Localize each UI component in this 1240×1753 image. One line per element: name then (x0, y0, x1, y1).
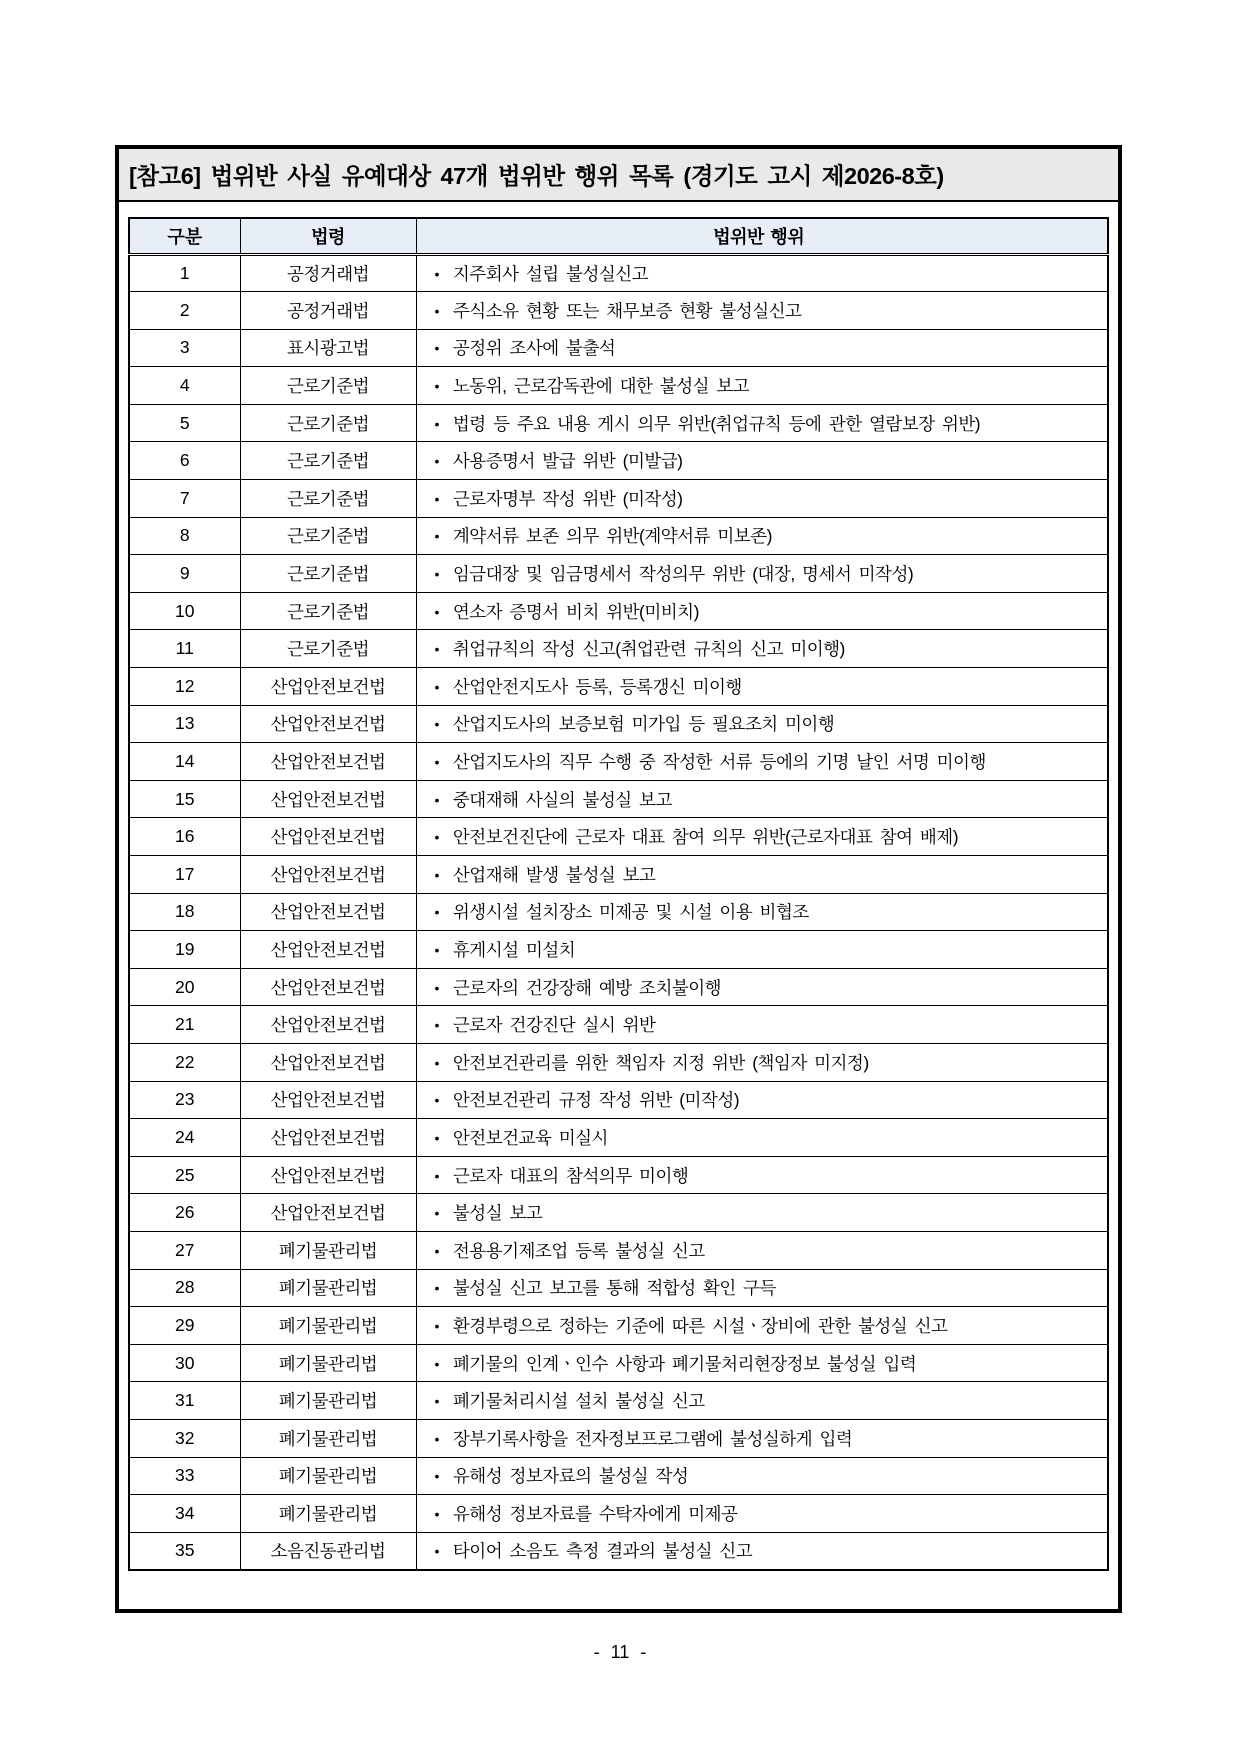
law-name-cell: 산업안전보건법 (240, 1081, 416, 1119)
bullet-icon: • (434, 490, 439, 507)
violation-act-text: 임금대장 및 임금명세서 작성의무 위반 (대장, 명세서 미작성) (452, 564, 914, 585)
bullet-icon: • (434, 378, 439, 395)
law-name-cell: 산업안전보건법 (240, 668, 416, 706)
law-name-cell: 산업안전보건법 (240, 818, 416, 856)
row-number-cell: 28 (129, 1269, 240, 1307)
bullet-icon: • (434, 1393, 439, 1410)
violation-act-text: 근로자의 건강장해 예방 조치불이행 (452, 977, 722, 998)
law-name-cell: 산업안전보건법 (240, 968, 416, 1006)
law-name-cell: 산업안전보건법 (240, 1194, 416, 1232)
row-number-cell: 22 (129, 1043, 240, 1081)
table-row (129, 1231, 1108, 1269)
table-row (129, 668, 1108, 706)
law-name-cell: 산업안전보건법 (240, 856, 416, 894)
law-name-cell: 산업안전보건법 (240, 1043, 416, 1081)
violation-act-cell (416, 1307, 1108, 1345)
header-cell-number: 구분 (129, 218, 240, 254)
bullet-icon: • (434, 1505, 439, 1522)
violation-table (128, 217, 1109, 1571)
violation-act-text: 산업재해 발생 불성실 보고 (452, 864, 656, 885)
row-number-cell: 33 (129, 1457, 240, 1495)
violation-act-text: 근로자명부 작성 위반 (미작성) (452, 488, 683, 509)
row-number-cell: 17 (129, 856, 240, 894)
row-number-cell: 9 (129, 555, 240, 593)
violation-act-text: 불성실 신고 보고를 통해 적합성 확인 구득 (452, 1278, 776, 1299)
violation-act-text: 계약서류 보존 의무 위반(계약서류 미보존) (452, 526, 772, 547)
bullet-icon: • (434, 302, 439, 319)
bullet-icon: • (434, 265, 439, 282)
violation-act-cell (416, 404, 1108, 442)
violation-act-cell (416, 1457, 1108, 1495)
header-cell-law: 법령 (240, 218, 416, 254)
table-row (129, 329, 1108, 367)
table-row (129, 1307, 1108, 1345)
bullet-icon: • (434, 1468, 439, 1485)
violation-act-text: 근로자 건강진단 실시 위반 (452, 1015, 656, 1036)
violation-act-cell (416, 1382, 1108, 1420)
table-row (129, 1119, 1108, 1157)
violation-act-cell (416, 743, 1108, 781)
violation-act-cell (416, 254, 1108, 292)
row-number-cell: 26 (129, 1194, 240, 1232)
row-number-cell: 24 (129, 1119, 240, 1157)
bullet-icon: • (434, 1280, 439, 1297)
law-name-cell: 폐기물관리법 (240, 1495, 416, 1533)
row-number-cell: 12 (129, 668, 240, 706)
table-row (129, 1043, 1108, 1081)
row-number-cell: 25 (129, 1156, 240, 1194)
bullet-icon: • (434, 528, 439, 545)
violation-act-text: 안전보건교육 미실시 (452, 1127, 608, 1148)
row-number-cell: 15 (129, 780, 240, 818)
table-row (129, 1495, 1108, 1533)
violation-act-text: 산업안전지도사 등록, 등록갱신 미이행 (452, 676, 742, 697)
bullet-icon: • (434, 866, 439, 883)
violation-act-cell (416, 1043, 1108, 1081)
violation-act-cell (416, 1231, 1108, 1269)
violation-act-cell (416, 367, 1108, 405)
bullet-icon: • (434, 340, 439, 357)
table-row (129, 1419, 1108, 1457)
law-name-cell: 근로기준법 (240, 404, 416, 442)
bullet-icon: • (434, 1355, 439, 1372)
row-number-cell: 20 (129, 968, 240, 1006)
bullet-icon: • (434, 1430, 439, 1447)
violation-act-text: 사용증명서 발급 위반 (미발급) (452, 451, 683, 472)
row-number-cell: 1 (129, 254, 240, 292)
bullet-icon: • (434, 754, 439, 771)
violation-act-text: 안전보건관리를 위한 책임자 지정 위반 (책임자 미지정) (452, 1052, 869, 1073)
table-row (129, 630, 1108, 668)
row-number-cell: 4 (129, 367, 240, 405)
law-name-cell: 표시광고법 (240, 329, 416, 367)
violation-table-body (129, 254, 1108, 1570)
law-name-cell: 산업안전보건법 (240, 705, 416, 743)
law-name-cell: 근로기준법 (240, 517, 416, 555)
violation-act-cell (416, 442, 1108, 480)
violation-act-text: 공정위 조사에 불출석 (452, 338, 616, 359)
table-row (129, 1382, 1108, 1420)
law-name-cell: 폐기물관리법 (240, 1307, 416, 1345)
violation-act-cell (416, 1156, 1108, 1194)
table-row (129, 292, 1108, 330)
table-row (129, 705, 1108, 743)
bullet-icon: • (434, 1242, 439, 1259)
violation-act-cell (416, 968, 1108, 1006)
law-name-cell: 폐기물관리법 (240, 1382, 416, 1420)
law-name-cell: 소음진동관리법 (240, 1532, 416, 1570)
violation-act-text: 환경부령으로 정하는 기준에 따른 시설ㆍ장비에 관한 불성실 신고 (452, 1315, 948, 1336)
violation-act-text: 안전보건진단에 근로자 대표 참여 의무 위반(근로자대표 참여 배제) (452, 827, 959, 848)
row-number-cell: 8 (129, 517, 240, 555)
law-name-cell: 근로기준법 (240, 630, 416, 668)
violation-act-cell (416, 1269, 1108, 1307)
law-name-cell: 근로기준법 (240, 367, 416, 405)
violation-act-cell (416, 329, 1108, 367)
violation-act-text: 근로자 대표의 참석의무 미이행 (452, 1165, 689, 1186)
violation-act-cell (416, 1495, 1108, 1533)
violation-act-cell (416, 780, 1108, 818)
row-number-cell: 21 (129, 1006, 240, 1044)
table-row (129, 931, 1108, 969)
violation-act-cell (416, 1119, 1108, 1157)
row-number-cell: 30 (129, 1344, 240, 1382)
law-name-cell: 폐기물관리법 (240, 1231, 416, 1269)
bullet-icon: • (434, 1017, 439, 1034)
law-name-cell: 산업안전보건법 (240, 780, 416, 818)
law-name-cell: 산업안전보건법 (240, 1006, 416, 1044)
law-name-cell: 근로기준법 (240, 480, 416, 518)
violation-act-text: 중대재해 사실의 불성실 보고 (452, 789, 672, 810)
row-number-cell: 10 (129, 592, 240, 630)
table-row (129, 818, 1108, 856)
bullet-icon: • (434, 1205, 439, 1222)
table-row (129, 893, 1108, 931)
violation-act-text: 유해성 정보자료를 수탁자에게 미제공 (452, 1503, 738, 1524)
bullet-icon: • (434, 1092, 439, 1109)
bullet-icon: • (434, 1129, 439, 1146)
violation-act-cell (416, 1419, 1108, 1457)
violation-act-text: 타이어 소음도 측정 결과의 불성실 신고 (452, 1541, 753, 1562)
table-row (129, 1006, 1108, 1044)
table-row (129, 1532, 1108, 1570)
violation-act-cell (416, 856, 1108, 894)
violation-table-header (129, 218, 1108, 254)
table-row (129, 1194, 1108, 1232)
bullet-icon: • (434, 603, 439, 620)
law-name-cell: 폐기물관리법 (240, 1457, 416, 1495)
law-name-cell: 폐기물관리법 (240, 1344, 416, 1382)
table-row (129, 517, 1108, 555)
violation-act-text: 유해성 정보자료의 불성실 작성 (452, 1466, 689, 1487)
row-number-cell: 14 (129, 743, 240, 781)
violation-act-text: 폐기물처리시설 설치 불성실 신고 (452, 1391, 705, 1412)
row-number-cell: 2 (129, 292, 240, 330)
violation-act-text: 장부기록사항을 전자정보프로그램에 불성실하게 입력 (452, 1428, 853, 1449)
violation-act-cell (416, 893, 1108, 931)
violation-act-cell (416, 1344, 1108, 1382)
row-number-cell: 29 (129, 1307, 240, 1345)
violation-act-text: 산업지도사의 보증보험 미가입 등 필요조치 미이행 (452, 714, 835, 735)
violation-act-cell (416, 555, 1108, 593)
row-number-cell: 18 (129, 893, 240, 931)
table-row (129, 442, 1108, 480)
row-number-cell: 23 (129, 1081, 240, 1119)
table-row (129, 780, 1108, 818)
row-number-cell: 3 (129, 329, 240, 367)
bullet-icon: • (434, 415, 439, 432)
table-row (129, 555, 1108, 593)
row-number-cell: 6 (129, 442, 240, 480)
page-number: - 11 - (593, 1642, 647, 1662)
header-row (129, 218, 1108, 254)
bullet-icon: • (434, 1167, 439, 1184)
violation-act-text: 노동위, 근로감독관에 대한 불성실 보고 (452, 376, 750, 397)
violation-act-text: 안전보건관리 규정 작성 위반 (미작성) (452, 1090, 740, 1111)
violation-act-text: 산업지도사의 직무 수행 중 작성한 서류 등에의 기명 날인 서명 미이행 (452, 752, 986, 773)
bullet-icon: • (434, 791, 439, 808)
bullet-icon: • (434, 453, 439, 470)
table-row (129, 1081, 1108, 1119)
violation-act-cell (416, 480, 1108, 518)
bullet-icon: • (434, 716, 439, 733)
row-number-cell: 5 (129, 404, 240, 442)
law-name-cell: 폐기물관리법 (240, 1419, 416, 1457)
table-row (129, 1457, 1108, 1495)
law-name-cell: 산업안전보건법 (240, 893, 416, 931)
law-name-cell: 공정거래법 (240, 292, 416, 330)
violation-table-container (128, 217, 1109, 1571)
violation-act-cell (416, 630, 1108, 668)
bullet-icon: • (434, 979, 439, 996)
row-number-cell: 13 (129, 705, 240, 743)
violation-act-cell (416, 517, 1108, 555)
violation-act-text: 취업규칙의 작성 신고(취업관련 규칙의 신고 미이행) (452, 639, 845, 660)
bullet-icon: • (434, 678, 439, 695)
violation-act-cell (416, 705, 1108, 743)
violation-act-cell (416, 818, 1108, 856)
table-row (129, 367, 1108, 405)
violation-act-cell (416, 1532, 1108, 1570)
law-name-cell: 공정거래법 (240, 254, 416, 292)
law-name-cell: 근로기준법 (240, 442, 416, 480)
row-number-cell: 27 (129, 1231, 240, 1269)
law-name-cell: 폐기물관리법 (240, 1269, 416, 1307)
bullet-icon: • (434, 641, 439, 658)
row-number-cell: 19 (129, 931, 240, 969)
violation-act-text: 폐기물의 인계ㆍ인수 사항과 폐기물처리현장정보 불성실 입력 (452, 1353, 917, 1374)
row-number-cell: 7 (129, 480, 240, 518)
table-row (129, 743, 1108, 781)
law-name-cell: 산업안전보건법 (240, 1156, 416, 1194)
table-row (129, 968, 1108, 1006)
table-row (129, 254, 1108, 292)
row-number-cell: 32 (129, 1419, 240, 1457)
table-row (129, 1344, 1108, 1382)
header-cell-violation: 법위반 행위 (416, 218, 1108, 254)
table-row (129, 480, 1108, 518)
row-number-cell: 35 (129, 1532, 240, 1570)
violation-act-text: 주식소유 현황 또는 채무보증 현황 불성실신고 (452, 300, 802, 321)
bullet-icon: • (434, 1054, 439, 1071)
row-number-cell: 31 (129, 1382, 240, 1420)
table-row (129, 404, 1108, 442)
violation-act-cell (416, 1006, 1108, 1044)
violation-act-text: 법령 등 주요 내용 게시 의무 위반(취업규칙 등에 관한 열람보장 위반) (452, 413, 981, 434)
bullet-icon: • (434, 566, 439, 583)
bullet-icon: • (434, 829, 439, 846)
bullet-icon: • (434, 941, 439, 958)
violation-act-text: 불성실 보고 (452, 1203, 543, 1224)
table-row (129, 1269, 1108, 1307)
bullet-icon: • (434, 904, 439, 921)
reference-box-frame (115, 145, 1122, 1613)
violation-act-cell (416, 1194, 1108, 1232)
table-row (129, 592, 1108, 630)
violation-act-text: 연소자 증명서 비치 위반(미비치) (452, 601, 699, 622)
law-name-cell: 산업안전보건법 (240, 1119, 416, 1157)
bullet-icon: • (434, 1543, 439, 1560)
table-row (129, 856, 1108, 894)
violation-act-cell (416, 931, 1108, 969)
law-name-cell: 산업안전보건법 (240, 743, 416, 781)
bullet-icon: • (434, 1317, 439, 1334)
law-name-cell: 산업안전보건법 (240, 931, 416, 969)
violation-act-text: 휴게시설 미설치 (452, 939, 576, 960)
law-name-cell: 근로기준법 (240, 592, 416, 630)
page-title: [참고6] 법위반 사실 유예대상 47개 법위반 행위 목록 (경기도 고시 제2026-8호) (119, 149, 1118, 202)
row-number-cell: 34 (129, 1495, 240, 1533)
table-row (129, 1156, 1108, 1194)
row-number-cell: 11 (129, 630, 240, 668)
row-number-cell: 16 (129, 818, 240, 856)
violation-act-text: 지주회사 설립 불성실신고 (452, 263, 649, 284)
violation-act-cell (416, 1081, 1108, 1119)
violation-act-cell (416, 592, 1108, 630)
violation-act-text: 위생시설 설치장소 미제공 및 시설 이용 비협조 (452, 902, 809, 923)
violation-act-cell (416, 668, 1108, 706)
violation-act-text: 전용용기제조업 등록 불성실 신고 (452, 1240, 705, 1261)
violation-act-cell (416, 292, 1108, 330)
law-name-cell: 근로기준법 (240, 555, 416, 593)
